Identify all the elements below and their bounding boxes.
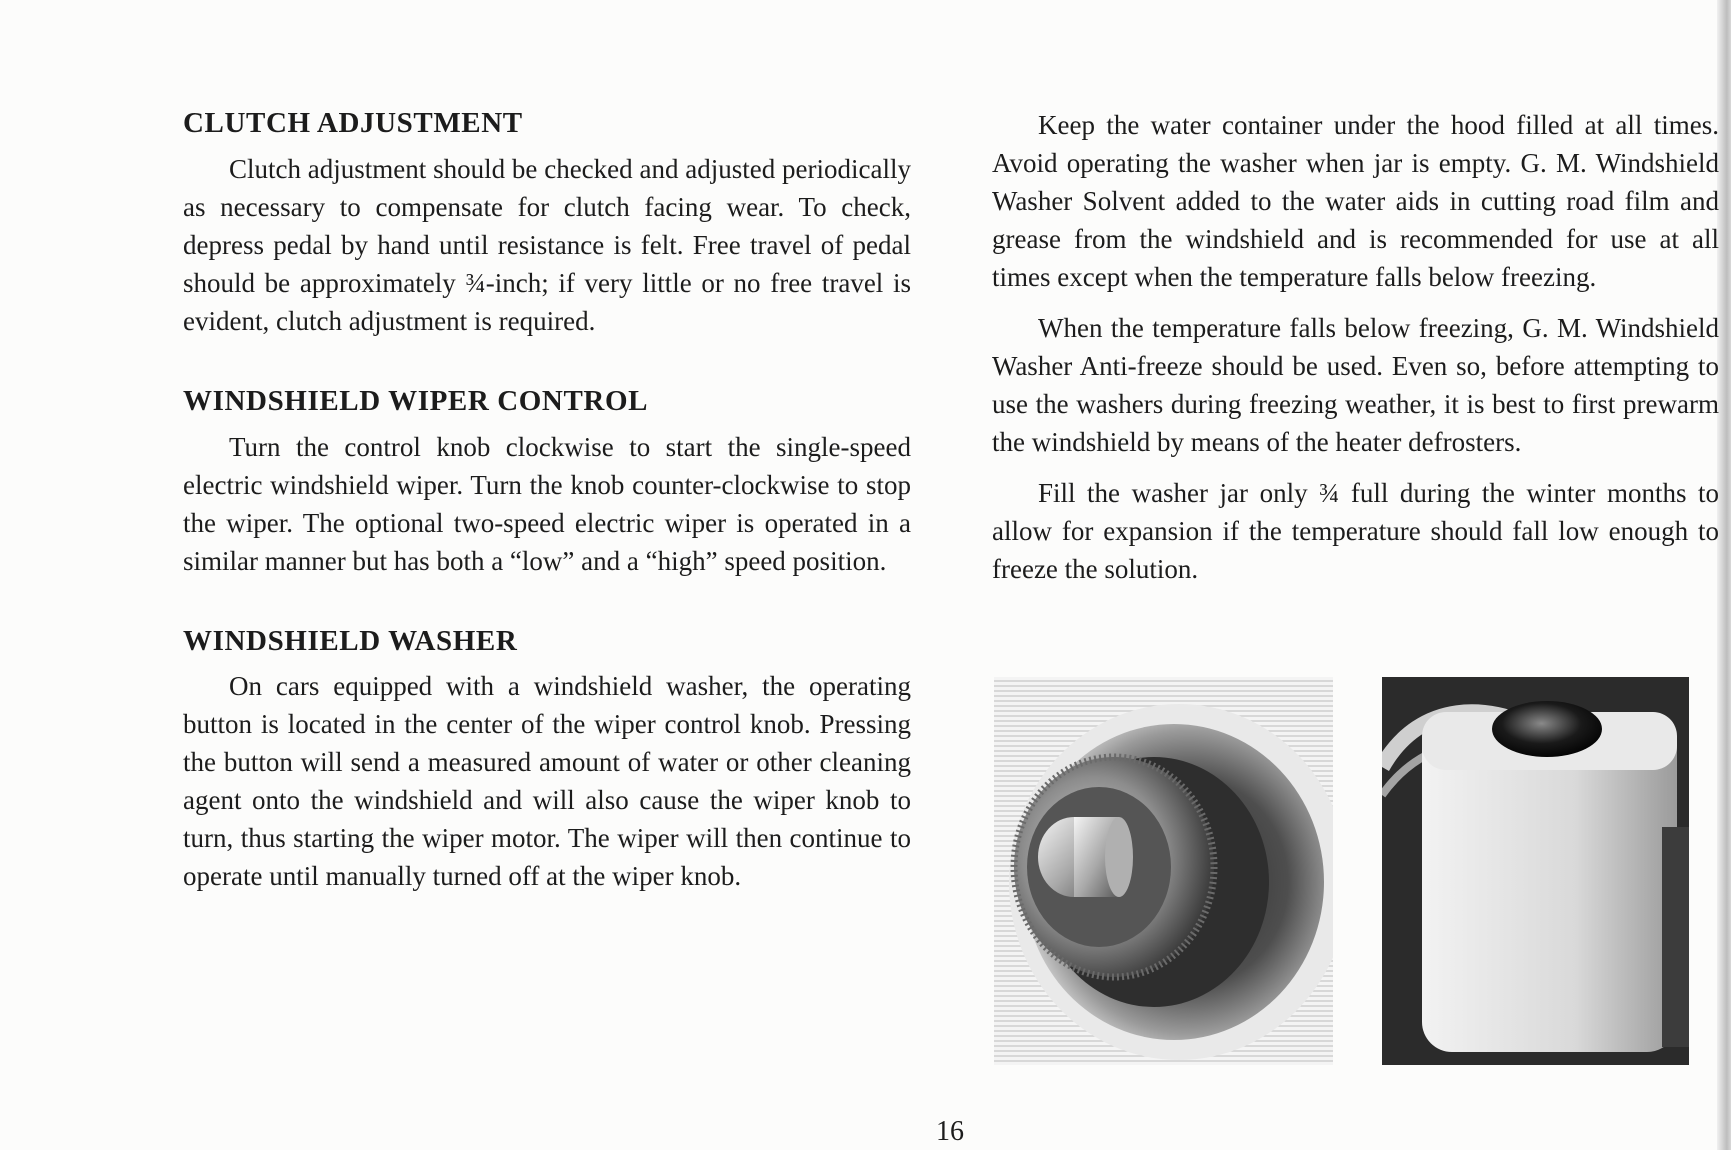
heading-windshield-washer: WINDSHIELD WASHER: [183, 624, 518, 657]
heading-windshield-wiper-control: WINDSHIELD WIPER CONTROL: [183, 384, 649, 417]
figure-row: [992, 677, 1719, 1067]
wiper-control-knob-photo: [994, 677, 1333, 1065]
section-windshield-washer: [183, 624, 911, 896]
paragraph-anti-freeze: When the temperature falls below freezing, G. M. Windshield Washer Anti-freeze should be used. Even so, before attempting to use the washers during freezing weather, it is best to first prewarm the windshield by means of the heater defrosters.: [992, 313, 1719, 457]
section-clutch-adjustment: [183, 106, 911, 340]
page-number: 16: [936, 1116, 964, 1147]
section-windshield-wiper-control: [183, 384, 911, 580]
heading-clutch-adjustment: CLUTCH ADJUSTMENT: [183, 107, 523, 139]
paragraph-clutch-adjustment: Clutch adjustment should be checked and adjusted periodically as necessary to compensate for clutch facing wear. To check, depress pedal by hand until resistance is felt. Free travel of pedal should be approximately ¾-inch; if very little or no free travel is evident, clutch adjustment is required.: [183, 153, 911, 336]
washer-jar-illustration: [1382, 677, 1689, 1065]
washer-jar-photo: [1382, 677, 1689, 1065]
page-edge-shadow: [1717, 0, 1731, 1150]
paragraph-windshield-washer: On cars equipped with a windshield washer, the operating button is located in the center of the wiper control knob. Pressing the button will send a measured amount of water or other cleaning agent onto the windshield and will also cause the wiper knob to turn, thus starting the wiper motor. The wiper will then continue to operate until manually turned off at the wiper knob.: [183, 671, 911, 892]
paragraph-windshield-wiper-control: Turn the control knob clockwise to start the single-speed electric windshield wiper. Turn the knob counter-clockwise to stop the wiper. The optional two-speed electric wiper is operated in a similar manner but has both a “low” and a “high” speed position.: [183, 431, 911, 576]
left-column: [183, 106, 911, 939]
paragraph-water-container: Keep the water container under the hood filled at all times. Avoid operating the washer when jar is empty. G. M. Windshield Washer Solvent added to the water aids in cutting road film and grease from the windshield and is recommended for use at all times except when the temperature falls below freezing.: [992, 110, 1719, 292]
paragraph-fill-washer-jar: Fill the washer jar only ¾ full during the winter months to allow for expansion if the temperature should fall low enough to freeze the solution.: [992, 478, 1719, 584]
wiper-knob-illustration: [994, 677, 1333, 1065]
right-column: [992, 106, 1719, 601]
